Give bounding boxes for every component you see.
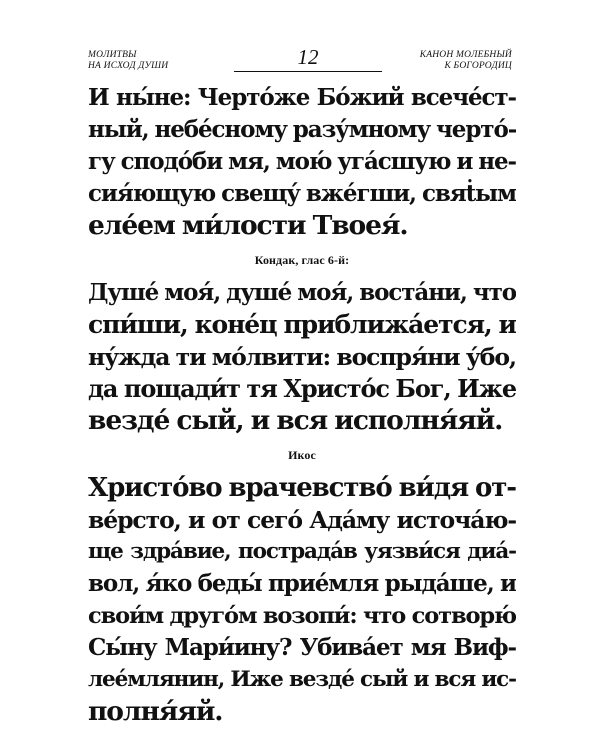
text-line: Сы́ну Мари́ину? Убива́ет мя Виф- [88, 634, 516, 661]
section-heading-ikos: Икос [288, 448, 316, 462]
running-head-left-line1: МОЛИТВЫ [88, 50, 137, 60]
text-line: везде́ сый, и вся исполня́яй. [88, 405, 503, 436]
text-line: вол, я́ко беды́ прие́мля рыда́ше, и [88, 570, 516, 597]
prayer-paragraph-kontakion [88, 277, 516, 437]
text-line: спи́ши, коне́ц приближа́ется, и [88, 310, 516, 339]
header-rule [234, 71, 382, 72]
text-line: свои́м друго́м возопи́: что сотворю́ [88, 603, 516, 629]
text-line: да пощади́т тя Христо́с Бог, Иже [88, 374, 516, 403]
text-line: ну́жда ти мо́лвити: воспря́ни у́бо, [88, 343, 516, 371]
text-line: полня́яй. [88, 696, 223, 727]
page-body [88, 82, 516, 750]
running-head-left-line2: НА ИСХОД ДУШИ [88, 61, 169, 71]
running-head-left [88, 50, 168, 72]
text-line: И ны́не: Черто́же Бо́жий всече́ст- [88, 84, 516, 111]
running-head-right [420, 50, 512, 72]
text-line: ный, небе́сному разу́мному черто́- [88, 116, 516, 143]
running-head-right-line1: КАНОН МОЛЕБНЫЙ [419, 50, 512, 60]
text-line: лее́млянин, Иже везде́ сый и вся ис- [88, 667, 516, 692]
text-line: ве́рсто, и от сего́ Ада́му источа́ю- [88, 506, 516, 534]
text-line: гу сподо́би мя, мою́ уга́сшую и не- [88, 148, 516, 175]
text-line: еле́ем ми́лости Твоея́. [88, 210, 408, 241]
section-heading-kontakion: Кондак, глас 6-й: [254, 253, 350, 267]
page-number: 12 [297, 45, 319, 69]
text-line: сия́ющую свещу́ вже́гши, свяṫым [88, 180, 516, 207]
prayer-paragraph-1 [88, 82, 516, 242]
prayer-paragraph-ikos [88, 472, 516, 728]
text-line: Душе́ моя́, душе́ моя́, воста́ни, что [88, 279, 516, 306]
text-line: Христо́во врачевство́ ви́дя от- [88, 473, 516, 503]
running-head-right-line2: К БОГОРОДИЦ [444, 61, 512, 71]
text-line: ще здра́вие, пострада́в уязви́ся диа́- [88, 539, 516, 564]
page-header [0, 0, 600, 80]
